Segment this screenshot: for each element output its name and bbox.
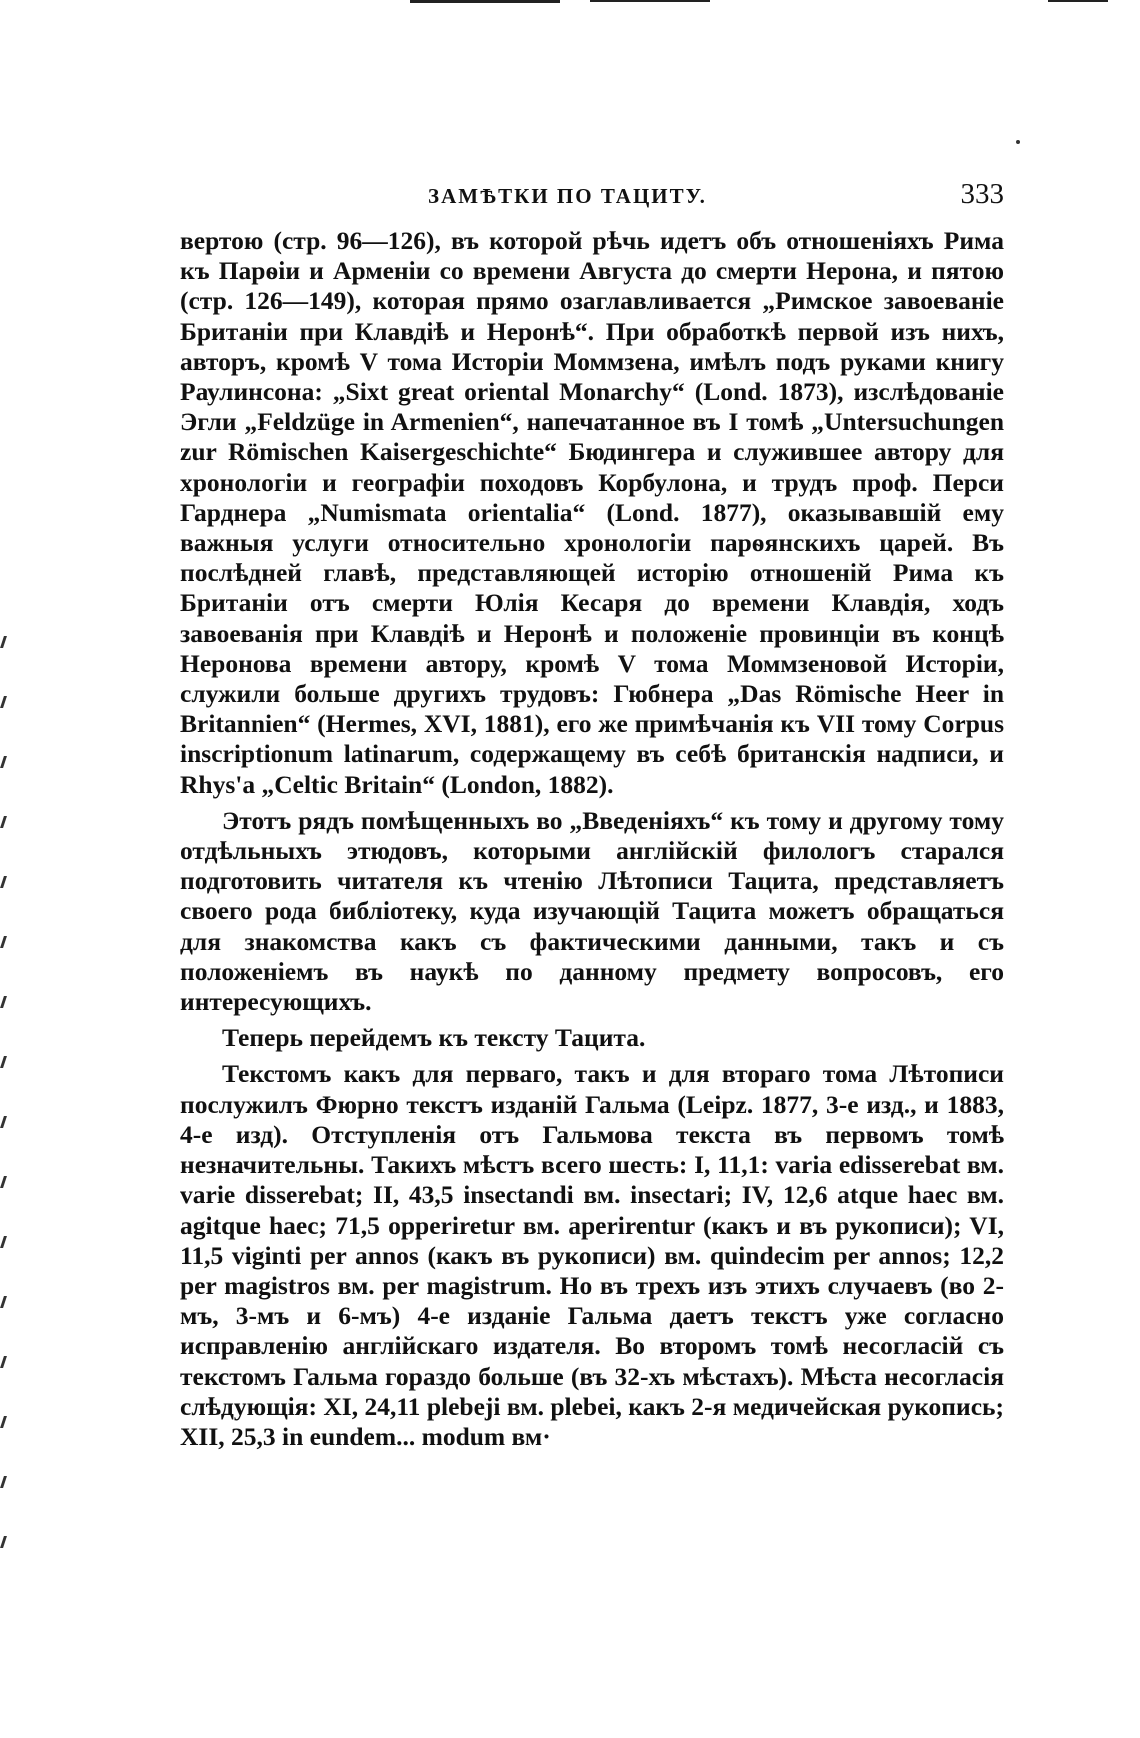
page-number: 333 bbox=[960, 178, 1004, 210]
scan-speck bbox=[1016, 140, 1020, 144]
paragraph: Теперь перейдемъ къ тексту Тацита. bbox=[222, 1023, 646, 1053]
paragraph: вертою (стр. 96—126), въ которой рѣчь идетъ объ отношеніяхъ Рима къ Парѳіи и Арменіи со времени Августа до смерти Нерона, и пятою (стр. 126—149), которая прямо озаглавливается „Римское завоеваніе Британіи при Клавдіѣ и Неронѣ“. При обработкѣ первой изъ нихъ, авторъ, кромѣ V тома Исторіи Моммзена, имѣлъ подъ руками книгу Раулинсона: „Sixt great oriental Monarchy“ (Lond. 1873), изслѣдованіе Эгли „Feldzüge in Armenien“, напечатанное въ I томѣ „Untersuchungen zur Römischen Kaisergeschichte“ Бюдингера и служившее автору для хронологіи и географіи походовъ Корбулона, и трудъ проф. Перси Гарднера „Numismata orientalia“ (Lond. 1877), оказывавшій ему важныя услуги относительно хронологіи парѳянскихъ царей. Въ послѣдней главѣ, представляющей исторію отношеній Рима къ Британіи отъ смерти Юлія Кесаря до времени Клавдія, ходъ завоеванія при Клавдіѣ и Неронѣ и положеніе провинціи въ концѣ Неронова времени автору, кромѣ V тома Моммзеновой Исторіи, служили больше другихъ трудовъ: Гюбнера „Das Römische Heer in Britannien“ (Hermes, XVI, 1881), его же примѣчанія къ VII тому Corpus inscriptionum latinarum, содержащему въ себѣ британскія надписи, и Rhys'a „Celtic Britain“ (London, 1882). bbox=[180, 226, 1004, 799]
scan-artifact-line bbox=[590, 0, 710, 2]
paragraph: Текстомъ какъ для перваго, такъ и для втораго тома Лѣтописи послужилъ Фюрно текстъ изданій Гальма (Leipz. 1877, 3-е изд., и 1883, 4-е изд). Отступленія отъ Гальмова текста въ первомъ томѣ незначительны. Такихъ мѣстъ всего шесть: I, 11,1: varia edisserebat вм. varie disserebat; II, 43,5 insectandi вм. insectari; IV, 12,6 atque haec вм. agitque haec; 71,5 opperiretur вм. aperirentur (какъ и въ рукописи); VI, 11,5 viginti per annos (какъ въ рукописи) вм. quindecim per annos; 12,2 per magistros вм. per magistrum. Но въ трехъ изъ этихъ случаевъ (во 2-мъ, 3-мъ и 6-мъ) 4-е изданіе Гальма даетъ текстъ уже согласно исправленію англійскаго издателя. Во второмъ томѣ несогласій съ текстомъ Гальма гораздо больше (въ 32-хъ мѣстахъ). Мѣста несогласія слѣдующія: XI, 24,11 plebeji вм. plebei, какъ 2-я медичейская рукопись; XII, 25,3 in eundem... modum вм· bbox=[180, 1059, 1004, 1451]
binding-edge-marks bbox=[2, 636, 16, 1556]
running-title: ЗАМѢТКИ ПО ТАЦИТУ. bbox=[428, 184, 707, 208]
book-page bbox=[180, 170, 1004, 1458]
page-header bbox=[180, 170, 1004, 218]
scan-artifact-line bbox=[410, 0, 560, 3]
scan-artifact-line bbox=[1048, 0, 1108, 2]
paragraph: Этотъ рядъ помѣщенныхъ во „Введеніяхъ“ къ тому и другому тому отдѣльныхъ этюдовъ, которыми англійскій филологъ старался подготовить читателя къ чтенію Лѣтописи Тацита, представляетъ своего рода библіотеку, куда изучающій Тацита можетъ обращаться для знакомства какъ съ фактическими данными, такъ и съ положеніемъ въ наукѣ по данному предмету вопросовъ, его интересующихъ. bbox=[180, 805, 1004, 1017]
body-text bbox=[180, 226, 1004, 1452]
